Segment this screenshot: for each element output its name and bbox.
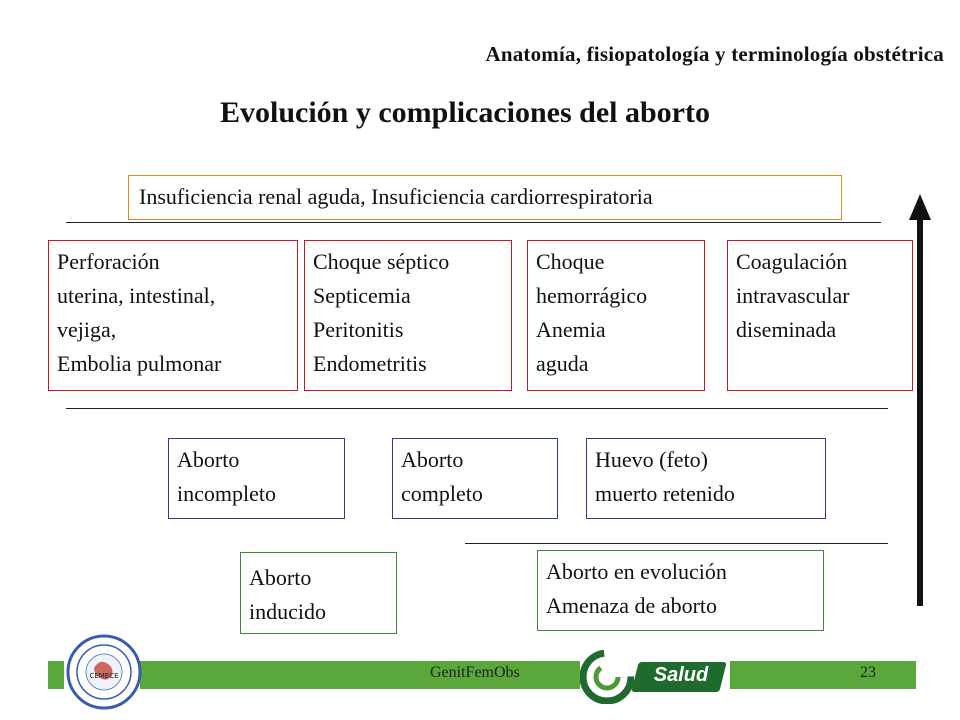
- box-line: Choque: [536, 249, 605, 274]
- divider-line-1: [66, 222, 881, 223]
- footer-center-text: GenitFemObs: [430, 664, 520, 681]
- abortion-box-induced: [240, 552, 397, 634]
- box-line: inducido: [249, 599, 326, 624]
- box-line: Aborto: [249, 565, 312, 590]
- box-line: vejiga,: [57, 317, 117, 342]
- seal-label: CEMECE: [89, 672, 119, 680]
- box-line: Septicemia: [313, 283, 411, 308]
- progression-arrow-icon: [900, 190, 940, 610]
- top-complication-box: [128, 175, 842, 220]
- box-line: diseminada: [736, 317, 837, 342]
- box-line: Huevo (feto): [595, 447, 709, 472]
- abortion-box-complete: [392, 438, 558, 519]
- page-number: 23: [860, 664, 876, 681]
- divider-line-3: [465, 543, 888, 544]
- box-line: Anemia: [536, 317, 606, 342]
- box-line: Embolia pulmonar: [57, 351, 222, 376]
- box-line: uterina, intestinal,: [57, 283, 216, 308]
- box-line: Choque séptico: [313, 249, 450, 274]
- box-line: incompleto: [177, 481, 276, 506]
- abortion-box-evolution: [537, 550, 824, 631]
- box-line: aguda: [536, 351, 589, 376]
- footer-bar-right: [730, 661, 916, 689]
- abortion-box-retained: [586, 438, 826, 519]
- box-line: Peritonitis: [313, 317, 404, 342]
- box-line: Endometritis: [313, 351, 427, 376]
- box-line: Perforación: [57, 249, 160, 274]
- footer-bar-left: [48, 661, 64, 689]
- divider-line-2: [66, 408, 888, 409]
- complication-box-coagulation: [727, 240, 913, 391]
- salud-swirl-icon: [580, 650, 634, 704]
- abortion-box-incomplete: [168, 438, 345, 519]
- box-line: muerto retenido: [595, 481, 735, 506]
- cemece-seal-icon: [64, 632, 144, 712]
- slide-title: Evolución y complicaciones del aborto: [220, 96, 710, 129]
- box-line: intravascular: [736, 283, 850, 308]
- box-line: Aborto en evolución: [546, 559, 727, 584]
- box-line: Aborto: [401, 447, 464, 472]
- top-complication-text: Insuficiencia renal aguda, Insuficiencia cardiorrespiratoria: [139, 184, 653, 209]
- complication-box-hemorrhagic-shock: [527, 240, 705, 391]
- slide-header: Anatomía, fisiopatología y terminología obstétrica: [485, 42, 944, 66]
- box-line: Coagulación: [736, 249, 848, 274]
- box-line: Amenaza de aborto: [546, 593, 718, 618]
- salud-logo-text: Salud: [653, 664, 709, 686]
- complication-box-perforation: [48, 240, 298, 391]
- box-line: hemorrágico: [536, 283, 648, 308]
- complication-box-septic-shock: [304, 240, 512, 391]
- box-line: completo: [401, 481, 483, 506]
- box-line: Aborto: [177, 447, 240, 472]
